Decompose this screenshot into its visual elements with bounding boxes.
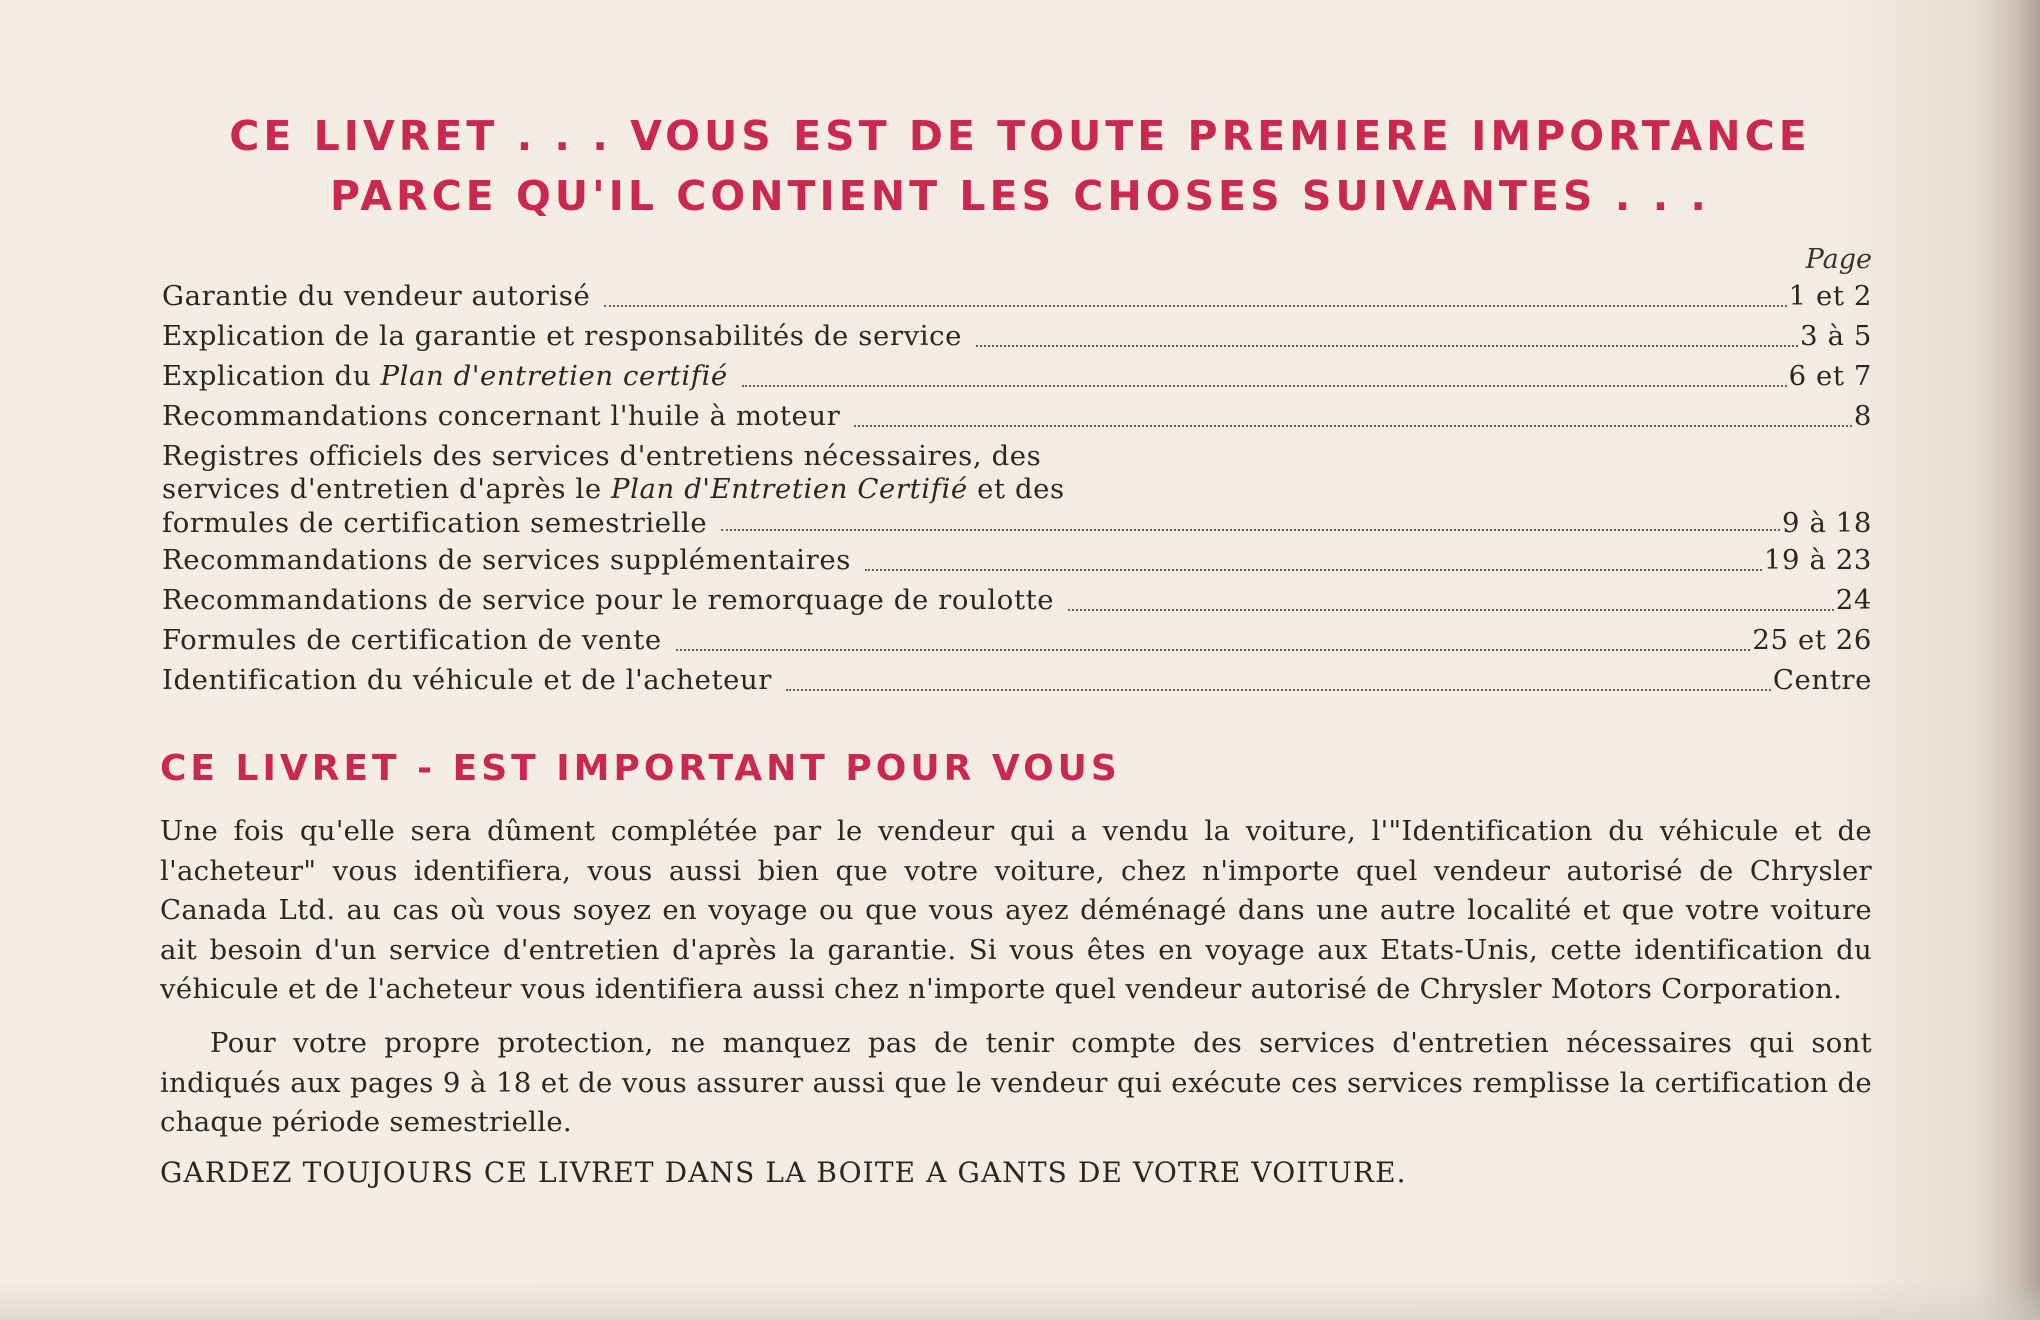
toc-entry-line-2-italic: Plan d'Entretien Certifié <box>611 473 968 505</box>
main-heading-line-2: PARCE QU'IL CONTIENT LES CHOSES SUIVANTES . . . <box>329 172 1710 220</box>
toc-entry-label <box>162 356 728 396</box>
dot-leader <box>865 568 1762 571</box>
toc-entry-label-italic: Plan d'entretien certifié <box>380 360 728 392</box>
toc-entry-line-1: Registres officiels des services d'entretiens nécessaires, des <box>162 440 1042 472</box>
toc-entry-label: formules de certification semestrielle <box>162 507 708 539</box>
dot-leader <box>976 344 1798 347</box>
paragraph-glovebox-notice: GARDEZ TOUJOURS CE LIVRET DANS LA BOITE A GANTS DE VOTRE VOITURE. <box>160 1156 1407 1189</box>
toc-entry <box>162 396 1872 436</box>
toc-entry-line-2 <box>162 473 1872 506</box>
dot-leader <box>742 384 1787 387</box>
toc-entry-label: Formules de certification de vente <box>162 624 662 656</box>
page-column-label: Page <box>1805 244 1872 275</box>
toc-entry-line-2-suffix: et des <box>967 473 1065 505</box>
toc-entry-page: 9 à 18 <box>1782 507 1872 539</box>
toc-entry <box>162 276 1872 316</box>
toc-entry-label-prefix: Explication du <box>162 360 381 392</box>
dot-leader <box>721 528 1780 531</box>
dot-leader <box>676 648 1751 651</box>
paragraph-protection: Pour votre propre protection, ne manquez pas de tenir compte des services d'entretien nécessaires qui sont indiqués aux pages 9 à 18 et de vous assurer aussi que le vendeur qui exécute ces services remplisse la certification de chaque période semestrielle. <box>160 1027 1872 1138</box>
table-of-contents <box>162 276 1872 700</box>
toc-entry-label: Explication de la garantie et responsabilités de service <box>162 320 963 352</box>
toc-entry-multiline <box>162 440 1872 540</box>
toc-entry-page: 3 à 5 <box>1800 320 1872 352</box>
toc-entry-page: 1 et 2 <box>1788 280 1872 312</box>
toc-entry-page: 6 et 7 <box>1788 360 1872 392</box>
toc-entry-page: 25 et 26 <box>1752 624 1872 656</box>
dot-leader <box>854 424 1851 427</box>
dot-leader <box>786 688 1771 691</box>
dot-leader <box>604 304 1786 307</box>
page-edge-shadow <box>1980 0 2040 1320</box>
main-heading-line-1: CE LIVRET . . . VOUS EST DE TOUTE PREMIERE IMPORTANCE <box>229 112 1811 160</box>
toc-entry-label: Recommandations concernant l'huile à moteur <box>162 400 841 432</box>
toc-entry-page: 19 à 23 <box>1763 544 1872 576</box>
section-heading: CE LIVRET - EST IMPORTANT POUR VOUS <box>160 748 1121 789</box>
toc-entry <box>162 660 1872 700</box>
toc-entry-page: Centre <box>1772 664 1872 696</box>
toc-entry-line-3 <box>162 506 1872 540</box>
toc-entry-label: Identification du véhicule et de l'acheteur <box>162 664 773 696</box>
toc-entry-label: Recommandations de services supplémentaires <box>162 544 851 576</box>
toc-entry <box>162 356 1872 396</box>
toc-entry-page: 8 <box>1853 400 1872 432</box>
toc-entry-page: 24 <box>1835 584 1872 616</box>
toc-entry-line-2-prefix: services d'entretien d'après le <box>162 473 612 505</box>
toc-entry-label: Recommandations de service pour le remorquage de roulotte <box>162 584 1055 616</box>
toc-entry-label: Garantie du vendeur autorisé <box>162 280 591 312</box>
toc-entry <box>162 540 1872 580</box>
toc-entry <box>162 580 1872 620</box>
paragraph-identification: Une fois qu'elle sera dûment complétée par le vendeur qui a vendu la voiture, l'"Identification du véhicule et de l'acheteur" vous identifiera, vous aussi bien que votre voiture, chez n'importe quel vendeur autorisé de Chrysler Canada Ltd. au cas où vous soyez en voyage ou que vous ayez déménagé dans une autre localité et que votre voiture ait besoin d'un service d'entretien d'après la garantie. Si vous êtes en voyage aux Etats-Unis, cette identification du véhicule et de l'acheteur vous identifiera aussi chez n'importe quel vendeur autorisé de Chrysler Motors Corporation. <box>160 815 1872 1005</box>
toc-entry <box>162 620 1872 660</box>
page-bottom-edge <box>0 1280 2040 1320</box>
dot-leader <box>1068 608 1834 611</box>
toc-entry <box>162 316 1872 356</box>
